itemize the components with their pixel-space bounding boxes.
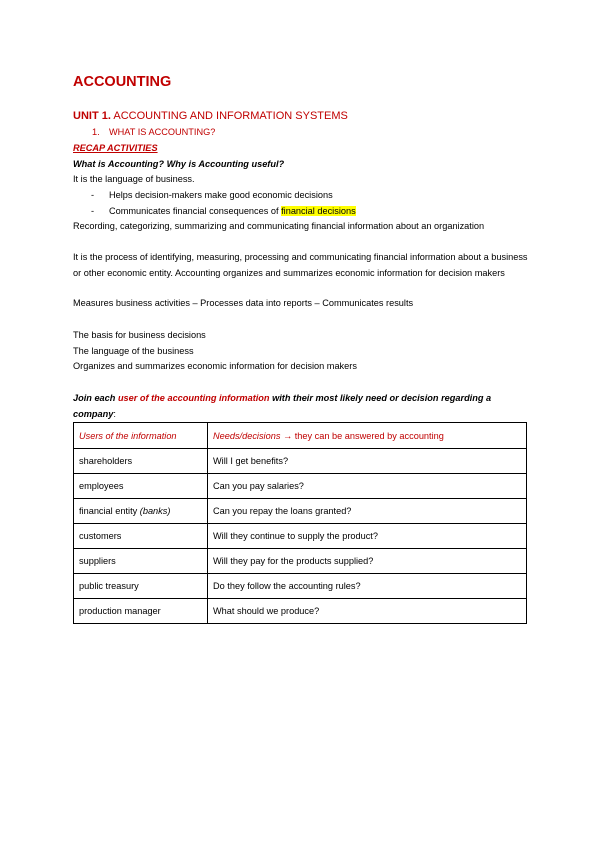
table-row	[74, 474, 527, 499]
paragraph-process: It is the process of identifying, measuring, processing and communicating financial information about a business or other economic entity. Accounting organizes and summarizes economic information for decision makers	[73, 252, 528, 278]
paragraph-recording: Recording, categorizing, summarizing and communicating financial information about an organization	[73, 221, 485, 231]
need-cell: Will I get benefits?	[208, 449, 527, 474]
table-row	[74, 449, 527, 474]
user-cell	[74, 499, 208, 524]
user-cell: shareholders	[74, 449, 208, 474]
table-row	[74, 599, 527, 624]
bullet-text: Helps decision-makers make good economic decisions	[109, 190, 333, 200]
need-cell: Will they continue to supply the product?	[208, 524, 527, 549]
list-item: The language of the business	[73, 346, 194, 356]
bullet-dash: -	[91, 190, 95, 200]
page-title: ACCOUNTING	[73, 74, 172, 90]
table-row	[74, 524, 527, 549]
list-item: Organizes and summarizes economic information for decision makers	[73, 361, 357, 371]
user-text: financial entity	[79, 506, 140, 516]
user-cell: employees	[74, 474, 208, 499]
need-cell: Can you repay the loans granted?	[208, 499, 527, 524]
header-needs	[208, 423, 527, 449]
user-cell: production manager	[74, 599, 208, 624]
user-cell: public treasury	[74, 574, 208, 599]
bullet-item	[91, 206, 356, 216]
unit-heading	[73, 110, 348, 122]
table-header-row	[74, 423, 527, 449]
need-cell: Will they pay for the products supplied?	[208, 549, 527, 574]
list-item: The basis for business decisions	[73, 330, 206, 340]
bullet-text: Communicates financial consequences of	[109, 206, 282, 216]
highlighted-text: financial decisions	[281, 206, 356, 216]
unit-prefix: UNIT 1.	[73, 110, 111, 122]
table-row	[74, 499, 527, 524]
table-row	[74, 549, 527, 574]
header-needs-rest: → they can be answered by accounting	[280, 430, 444, 441]
header-needs-italic: Needs/decisions	[213, 430, 281, 441]
need-cell: What should we produce?	[208, 599, 527, 624]
header-users: Users of the information	[74, 423, 208, 449]
users-needs-table	[73, 422, 527, 624]
table-row	[74, 574, 527, 599]
paragraph-measures: Measures business activities – Processes data into reports – Communicates results	[73, 298, 414, 308]
instruction-part: Join each	[73, 393, 118, 403]
exercise-instruction	[73, 391, 523, 422]
instruction-colon: :	[113, 408, 116, 419]
question-heading: What is Accounting? Why is Accounting useful?	[73, 159, 285, 169]
section-text: WHAT IS ACCOUNTING?	[109, 127, 216, 137]
user-cell: customers	[74, 524, 208, 549]
bullet-item	[91, 190, 333, 200]
intro-line: It is the language of business.	[73, 174, 195, 184]
need-cell: Do they follow the accounting rules?	[208, 574, 527, 599]
user-cell: suppliers	[74, 549, 208, 574]
unit-text: ACCOUNTING AND INFORMATION SYSTEMS	[110, 110, 348, 122]
bullet-dash: -	[91, 206, 95, 216]
section-number: 1.	[92, 127, 100, 137]
instruction-highlight: user of the accounting information	[117, 393, 270, 403]
section-heading	[92, 127, 215, 137]
need-cell: Can you pay salaries?	[208, 474, 527, 499]
instruction-part: with their most likely need or decision regarding a company	[73, 393, 492, 419]
user-text-italic: (banks)	[139, 506, 171, 516]
recap-heading: RECAP ACTIVITIES	[73, 143, 158, 153]
